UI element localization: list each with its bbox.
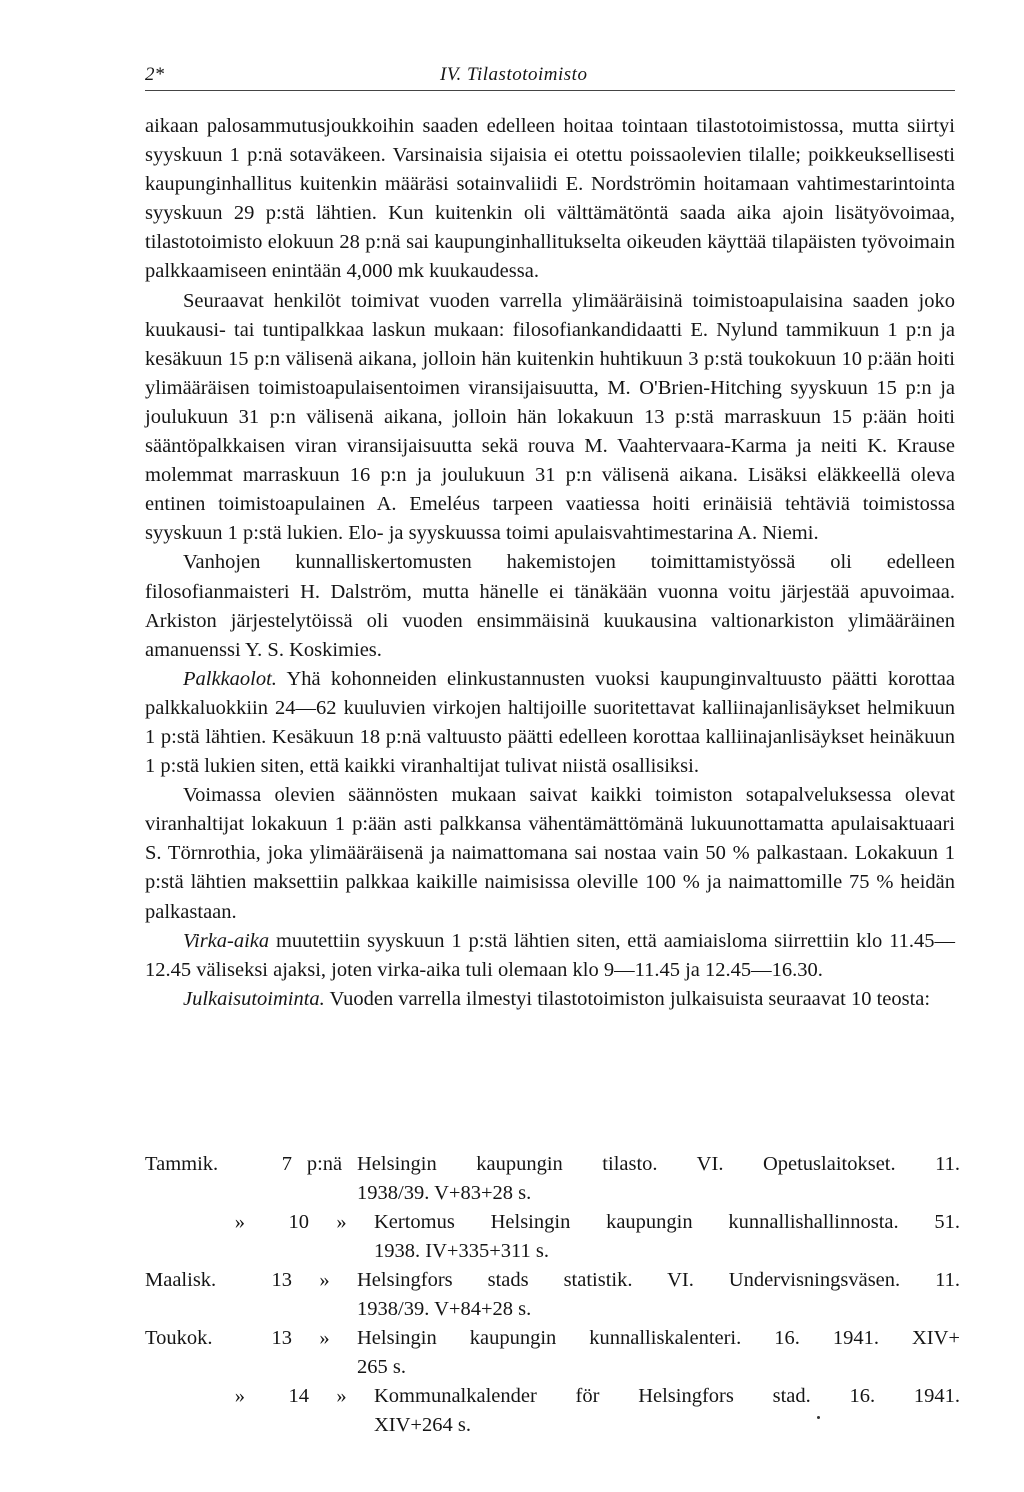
- section-label-publications: Julkaisutoiminta.: [183, 987, 325, 1010]
- page-header: [145, 64, 955, 91]
- paragraph-military-pay: Voimassa olevien säännösten mukaan saivat kaikki toimiston sotapalveluksessa olevat viranhaltijat lokakuun 1 p:ään asti palkkansa vähentämättömänä lukuunottamatta apulaisaktuaari S. Törnrothia, joka ylimääräisenä ja naimattomana sai nostaa vain 50 % palkastaan. Lokakuun 1 p:stä lähtien maksettiin palkkaa kaikille naimisissa oleville 100 % ja naimattomille 75 % heidän palkastaan.: [145, 784, 955, 923]
- list-item: [145, 1150, 960, 1208]
- paragraph-archive-work: Vanhojen kunnalliskertomusten hakemistojen toimittamistyössä oli edelleen filosofianmaisteri H. Dalström, mutta hänelle ei tänäkään vuonna voitu järjestää apuvoimaa. Arkiston järjestelytöissä oli vuoden ensimmäisinä kuukausina valtionarkiston ylimääräinen amanuenssi Y. S. Koskimies.: [145, 551, 955, 661]
- publication-month: Tammik.: [145, 1153, 219, 1175]
- publication-title-line2: 1938/39. V+83+28 s.: [357, 1182, 532, 1204]
- list-item: [145, 1266, 960, 1324]
- section-label-salaries: Palkkaolot.: [183, 667, 277, 690]
- paragraph-salaries: [145, 665, 955, 781]
- publication-title-line1: Helsingin kaupungin kunnalliskalenteri. 16. 1941. XIV+: [357, 1327, 960, 1349]
- body-text: [145, 112, 955, 1014]
- paragraph-office-hours-text: muutettiin syyskuun 1 p:stä lähtien siten, että aamiaisloma siirrettiin klo 11.45—12.45 väliseksi ajaksi, joten virka-aika tuli olemaan klo 9—11.45 ja 12.45—16.30.: [145, 929, 955, 981]
- publication-day: 13: [271, 1327, 292, 1349]
- publication-month: »: [234, 1385, 245, 1407]
- publication-prep: »: [319, 1269, 330, 1291]
- publication-title: [357, 1150, 960, 1208]
- publication-month: Toukok.: [145, 1327, 213, 1349]
- publication-day: 7: [281, 1153, 292, 1175]
- publications-list: [145, 1150, 960, 1440]
- paragraph-staff-continued: aikaan palosammutusjoukkoihin saaden edelleen hoitaa tointaan tilastotoimistossa, mutta siirtyi syyskuun 1 p:nä sotaväkeen. Varsinaisia sijaisia ei otettu poissaolevien tilalle; poikkeuksellisesti kaupunginhallitus kuitenkin määräsi sotainvaliidi E. Nordströmin hoitamaan vahtimestarintointa syyskuun 29 p:stä lähtien. Kun kuitenkin oli välttämätöntä saada aika ajoin lisätyövoimaa, tilastotoimisto elokuun 28 p:nä sai kaupunginhallitukselta oikeuden käyttää tilapäisten työvoimain palkkaamiseen enintään 4,000 mk kuukaudessa.: [145, 115, 955, 283]
- publication-title: [357, 1266, 960, 1324]
- publication-title-line2: XIV+264 s.: [374, 1414, 471, 1436]
- page-number: 2*: [145, 64, 164, 85]
- publication-title-line2: 1938. IV+335+311 s.: [374, 1240, 549, 1262]
- running-title: IV. Tilastotoimisto: [440, 64, 588, 85]
- publication-title-line1: Helsingin kaupungin tilasto. VI. Opetuslaitokset. 11.: [357, 1153, 960, 1175]
- publication-title-line1: Helsingfors stads statistik. VI. Undervisningsväsen. 11.: [357, 1269, 960, 1291]
- publication-title-line1: Kertomus Helsingin kaupungin kunnallishallinnosta. 51.: [374, 1211, 960, 1233]
- section-label-office-hours: Virka-aika: [183, 929, 270, 952]
- publication-title: [357, 1324, 960, 1382]
- publication-title-line2: 265 s.: [357, 1356, 406, 1378]
- publication-prep: »: [319, 1327, 330, 1349]
- publication-day: 13: [271, 1269, 292, 1291]
- paragraph-salaries-text: Yhä kohonneiden elinkustannusten vuoksi kaupunginvaltuusto päätti korottaa palkkaluokkiin 24—62 kuuluvien virkojen haltijoille suoritettavat kalliinajanlisäykset helmikuun 1 p:stä lähtien. Kesäkuun 18 p:nä valtuusto päätti edelleen korottaa kalliinajanlisäykset heinäkuun 1 p:stä lukien siten, että kaikki viranhaltijat tulivat niistä osallisiksi.: [145, 667, 955, 778]
- publication-month: »: [234, 1211, 245, 1233]
- publication-day: 10: [288, 1211, 309, 1233]
- publication-day: 14: [288, 1385, 309, 1407]
- list-item: [145, 1382, 960, 1440]
- publication-prep: p:nä: [306, 1153, 343, 1175]
- paragraph-office-hours: [145, 927, 955, 985]
- publication-title-line1: Kommunalkalender för Helsingfors stad. 16. 1941.: [374, 1385, 960, 1407]
- list-item: [145, 1324, 960, 1382]
- paragraph-extra-staff: Seuraavat henkilöt toimivat vuoden varrella ylimääräisinä toimistoapulaisina saaden joko kuukausi- tai tuntipalkkaa laskun mukaan: filosofiankandidaatti E. Nylund tammikuun 1 p:n ja kesäkuun 15 p:n välisenä aikana, jolloin hän kuitenkin huhtikuun 3 p:stä toukokuun 10 p:ään hoiti ylimääräisen toimistoapulaisentoimen viransijaisuutta, M. O'Brien-Hitching syyskuun 15 p:n ja joulukuun 31 p:n välisenä aikana, jolloin hän lokakuun 13 p:stä marraskuun 15 p:ään hoiti sääntöpalkkaisen viran viransijaisuutta sekä rouva M. Vaahtervaara-Karma ja neiti K. Krause molemmat marraskuun 16 p:n ja joulukuun 31 p:n välisenä aikana. Lisäksi eläkkeellä oleva entinen toimistoapulainen A. Emeléus tarpeen vaatiessa hoiti erinäisiä tehtäviä toimistossa syyskuun 1 p:stä lukien. Elo- ja syyskuussa toimi apulaisvahtimestarina A. Niemi.: [145, 289, 955, 545]
- publication-title: [374, 1382, 960, 1440]
- ink-speck: [817, 1416, 820, 1419]
- publication-prep: »: [336, 1385, 347, 1407]
- paragraph-publications-text: Vuoden varrella ilmestyi tilastotoimiston julkaisuista seuraavat 10 teosta:: [324, 987, 931, 1010]
- publication-month: Maalisk.: [145, 1269, 217, 1291]
- publication-title: [374, 1208, 960, 1266]
- publication-title-line2: 1938/39. V+84+28 s.: [357, 1298, 532, 1320]
- list-item: [145, 1208, 960, 1266]
- paragraph-publications: [145, 985, 955, 1014]
- publication-prep: »: [336, 1211, 347, 1233]
